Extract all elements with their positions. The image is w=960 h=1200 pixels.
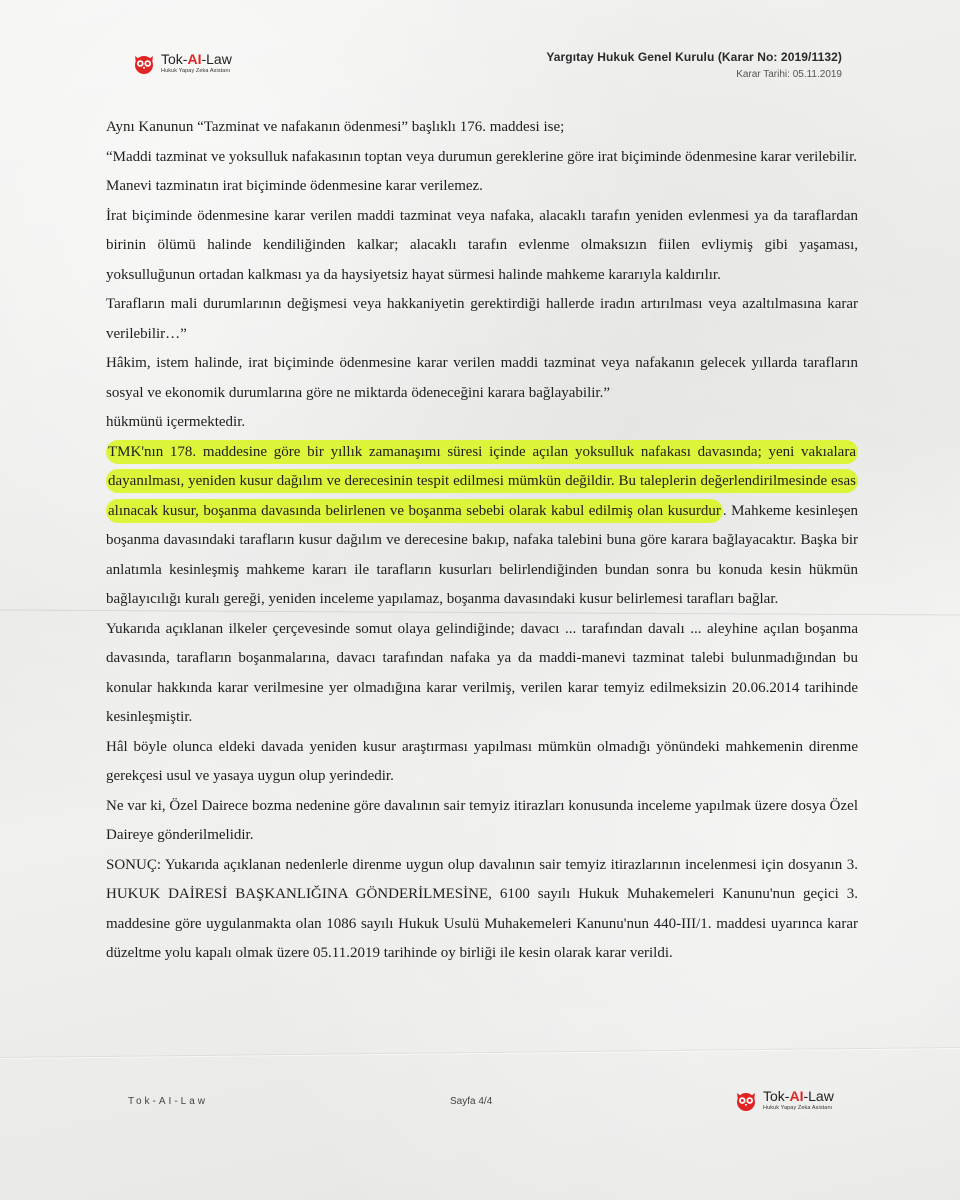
paragraph: İrat biçiminde ödenmesine karar verilen maddi tazminat veya nafaka, alacaklı tarafın yeniden evlenmesi ya da taraflardan birinin ölümü halinde kendiliğinden kalkar; alacaklı tarafın evlenme olmaksızın fiilen evliymiş gibi yaşaması, yoksulluğunun ortadan kalkması ya da haysiyetsiz hayat sürmesi halinde mahkeme kararıyla kaldırılır.: [106, 207, 858, 283]
paragraph: Yukarıda açıklanan ilkeler çerçevesinde somut olaya gelindiğinde; davacı ... tarafından davalı ... aleyhine açılan boşanma davasında, tarafların boşanmalarına, davacı tarafından nafaka ya da maddi-manevi tazminat talebi bulunmadığından bu konular hakkında karar verilmesine yer olmadığına karar verilmiş, verilen karar temyiz edilmeksizin 20.06.2014 tarihinde kesinleşmiştir.: [106, 620, 858, 725]
document-header: [546, 50, 842, 80]
brand-name: Tok-AI-Law: [161, 51, 232, 67]
paragraph: Aynı Kanunun “Tazminat ve nafakanın ödenmesi” başlıklı 176. maddesi ise;: [106, 119, 565, 135]
brand-tagline: Hukuk Yapay Zeka Asistanı: [763, 1105, 833, 1111]
court-decision-title: Yargıtay Hukuk Genel Kurulu (Karar No: 2019/1132): [546, 50, 842, 64]
paragraph-continuation: . Mahkeme kesinleşen boşanma davasındaki tarafların kusur dağılım ve derecesine bakıp, nafaka talebini buna göre karara bağlayacaktır. Başka bir anlatımla kesinleşmiş mahkeme kararı ile tarafların kusurları belirlendiğinden bundan sonra bu konuda kesin hükmün bağlayıcılığı kuralı gereği, yeniden inceleme yapılamaz, boşanma davasındaki kusur belirlemesi tarafları bağlar.: [106, 502, 858, 607]
paper-crease: [0, 1047, 960, 1058]
paragraph-highlighted: [106, 438, 858, 615]
paragraph: Tarafların mali durumlarının değişmesi veya hakkaniyetin gerektirdiği hallerde iradın artırılması veya azaltılmasına karar verilebilir…”: [106, 296, 858, 342]
paragraph: Ne var ki, Özel Dairece bozma nedenine göre davalının sair temyiz itirazları konusunda inceleme yapılmak üzere dosya Özel Daireye gönderilmelidir.: [106, 797, 858, 843]
brand-name: Tok-AI-Law: [763, 1088, 834, 1104]
highlighted-text: TMK'nın 178. maddesine göre bir yıllık zamanaşımı süresi içinde açılan yoksulluk nafakası davasında; yeni vakıalara dayanılması, yeniden kusur dağılım ve derecesinin tespit edilmesi mümkün değildir. Bu taleplerin değerlendirilmesinde esas alınacak kusur, boşanma davasında belirlenen ve boşanma sebebi olarak kabul edilmiş olan kusurdur: [106, 440, 858, 523]
paragraph: Hâkim, istem halinde, irat biçiminde ödenmesine karar verilen maddi tazminat veya nafakanın gelecek yıllarda tarafların sosyal ve ekonomik durumlarına göre ne miktarda ödeneceğini karara bağlayabilir.”: [106, 355, 858, 401]
paragraph: Manevi tazminatın irat biçiminde ödenmesine karar verilemez.: [106, 178, 483, 194]
paragraph: hükmünü içermektedir.: [106, 414, 246, 430]
paragraph: “Maddi tazminat ve yoksulluk nafakasının toptan veya durumun gereklerine göre irat biçiminde ödenmesine karar verilebilir.: [106, 148, 858, 165]
page-number: Sayfa 4/4: [450, 1096, 493, 1107]
brand-tagline: Hukuk Yapay Zeka Asistanı: [161, 68, 231, 74]
owl-logo-icon: [131, 50, 157, 76]
decision-date: Karar Tarihi: 05.11.2019: [736, 69, 842, 80]
document-body: [106, 113, 858, 969]
paragraph: Hâl böyle olunca eldeki davada yeniden kusur araştırması yapılması mümkün olmadığı yönündeki mahkemenin direnme gerekçesi usul ve yasaya uygun olup yerindedir.: [106, 738, 858, 784]
brand-logo-footer: [733, 1087, 834, 1113]
owl-logo-icon: [733, 1087, 759, 1113]
footer-brand-text: Tok-AI-Law: [128, 1096, 209, 1107]
paragraph-result: SONUÇ: Yukarıda açıklanan nedenlerle direnme uygun olup davalının sair temyiz itirazlarının incelenmesi için dosyanın 3. HUKUK DAİRESİ BAŞKANLIĞINA GÖNDERİLMESİNE, 6100 sayılı Hukuk Muhakemeleri Kanunu'nun geçici 3. maddesine göre uygulanmakta olan 1086 sayılı Hukuk Usulü Muhakemeleri Kanunu'nun 440-III/1. maddesi uyarınca karar düzeltme yolu kapalı olmak üzere 05.11.2019 tarihinde oy birliği ile kesin olarak karar verildi.: [106, 856, 858, 961]
brand-logo-header: [131, 50, 232, 76]
